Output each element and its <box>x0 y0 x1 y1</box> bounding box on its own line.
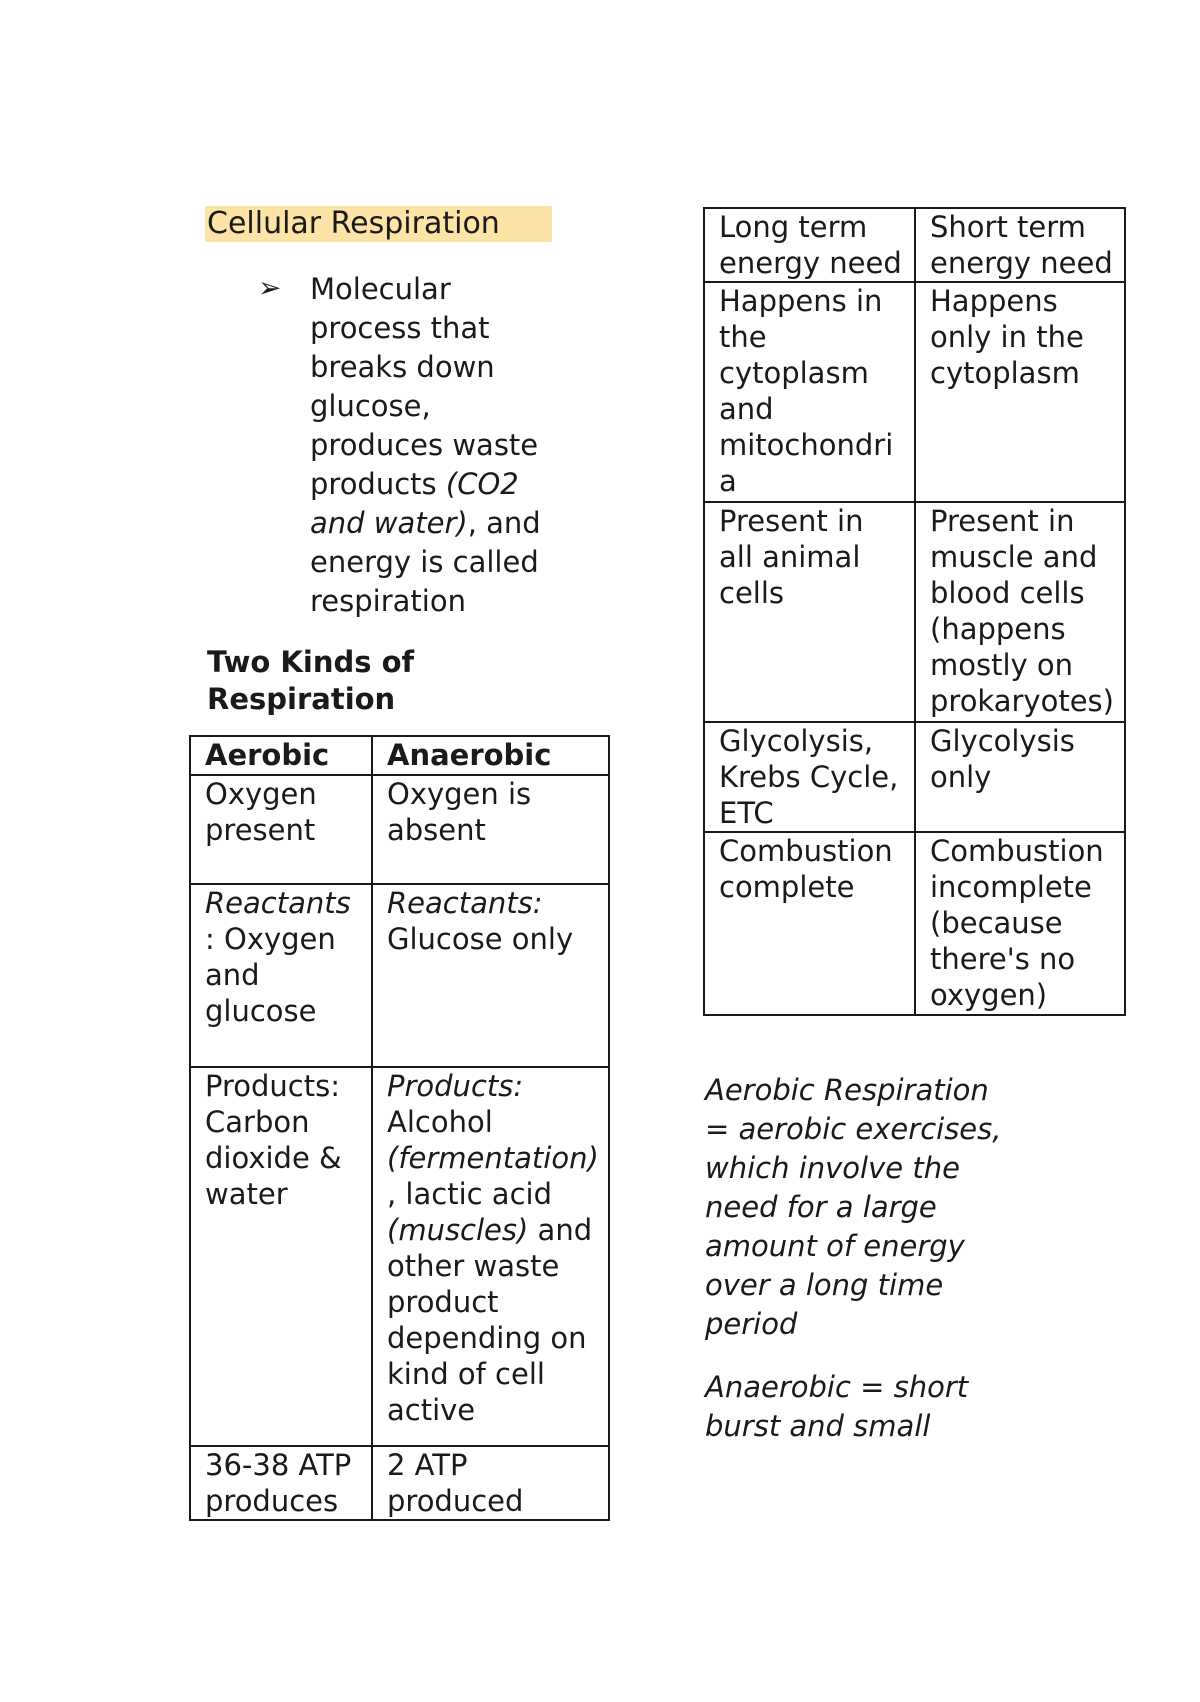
bullet-line-part: products <box>310 467 446 501</box>
table-cell: Products: Carbon dioxide & water <box>190 1067 372 1446</box>
table-header-cell: Aerobic <box>190 736 372 775</box>
bullet-line: glucose, <box>310 389 431 423</box>
table-cell: Combustion complete <box>704 832 915 1015</box>
table-cell: Oxygen present <box>190 775 372 884</box>
section-heading <box>207 644 507 718</box>
respiration-comparison-table <box>189 735 610 1521</box>
table-row <box>190 775 609 884</box>
table-cell: Products: Alcohol (fermentation) , lactic acid (muscles) and other waste product depending on kind of cell active <box>372 1067 609 1446</box>
bullet-line: produces waste <box>310 428 539 462</box>
table-cell: Long term energy need <box>704 208 915 282</box>
bullet-line: respiration <box>310 584 466 618</box>
table-row <box>190 1067 609 1446</box>
bullet-arrow-icon: ➢ <box>258 271 282 304</box>
anaerobic-note <box>705 1368 1035 1446</box>
note-line: = aerobic exercises, <box>705 1112 1002 1146</box>
table-header-cell: Anaerobic <box>372 736 609 775</box>
table-header-row <box>190 736 609 775</box>
table-cell: 36-38 ATP produces <box>190 1446 372 1520</box>
table-cell: Glycolysis, Krebs Cycle, ETC <box>704 722 915 832</box>
table-row <box>190 1446 609 1520</box>
table-cell: Present in all animal cells <box>704 502 915 722</box>
table-row <box>704 832 1125 1015</box>
note-line: over a long time <box>705 1268 944 1302</box>
table-cell: Oxygen is absent <box>372 775 609 884</box>
section-heading-line: Two Kinds of <box>207 645 415 679</box>
table-cell: Happens in the cytoplasm and mitochondri a <box>704 282 915 502</box>
bullet-line-part: , and <box>467 506 541 540</box>
bullet-line <box>310 465 580 504</box>
table-cell: Reactants: Glucose only <box>372 884 609 1067</box>
table-row <box>704 722 1125 832</box>
note-line: Anaerobic = short <box>705 1370 969 1404</box>
table-cell: Happens only in the cytoplasm <box>915 282 1125 502</box>
bullet-line <box>310 504 580 543</box>
section-heading-line: Respiration <box>207 682 396 716</box>
note-line: need for a large <box>705 1190 937 1224</box>
note-line: Aerobic Respiration <box>705 1073 989 1107</box>
table-row <box>190 884 609 1067</box>
bullet-definition <box>310 270 580 621</box>
note-line: amount of energy <box>705 1229 965 1263</box>
table-cell: 2 ATP produced <box>372 1446 609 1520</box>
table-row <box>704 282 1125 502</box>
table-cell: Present in muscle and blood cells (happens mostly on prokaryotes) <box>915 502 1125 722</box>
table-cell: Combustion incomplete (because there's no oxygen) <box>915 832 1125 1015</box>
note-line: which involve the <box>705 1151 960 1185</box>
bullet-line-italic: and water) <box>310 506 468 540</box>
note-line: period <box>705 1307 798 1341</box>
bullet-line-italic: (CO2 <box>445 467 519 501</box>
table-cell: Short term energy need <box>915 208 1125 282</box>
aerobic-note <box>705 1071 1035 1344</box>
table-row <box>704 208 1125 282</box>
bullet-line: energy is called <box>310 545 539 579</box>
bullet-line: process that <box>310 311 490 345</box>
table-row <box>704 502 1125 722</box>
bullet-line: Molecular <box>310 272 451 306</box>
note-line: burst and small <box>705 1409 931 1443</box>
page-title: Cellular Respiration <box>205 206 552 242</box>
bullet-line: breaks down <box>310 350 495 384</box>
table-cell: Glycolysis only <box>915 722 1125 832</box>
table-cell: Reactants : Oxygen and glucose <box>190 884 372 1067</box>
energy-comparison-table <box>703 207 1126 1016</box>
